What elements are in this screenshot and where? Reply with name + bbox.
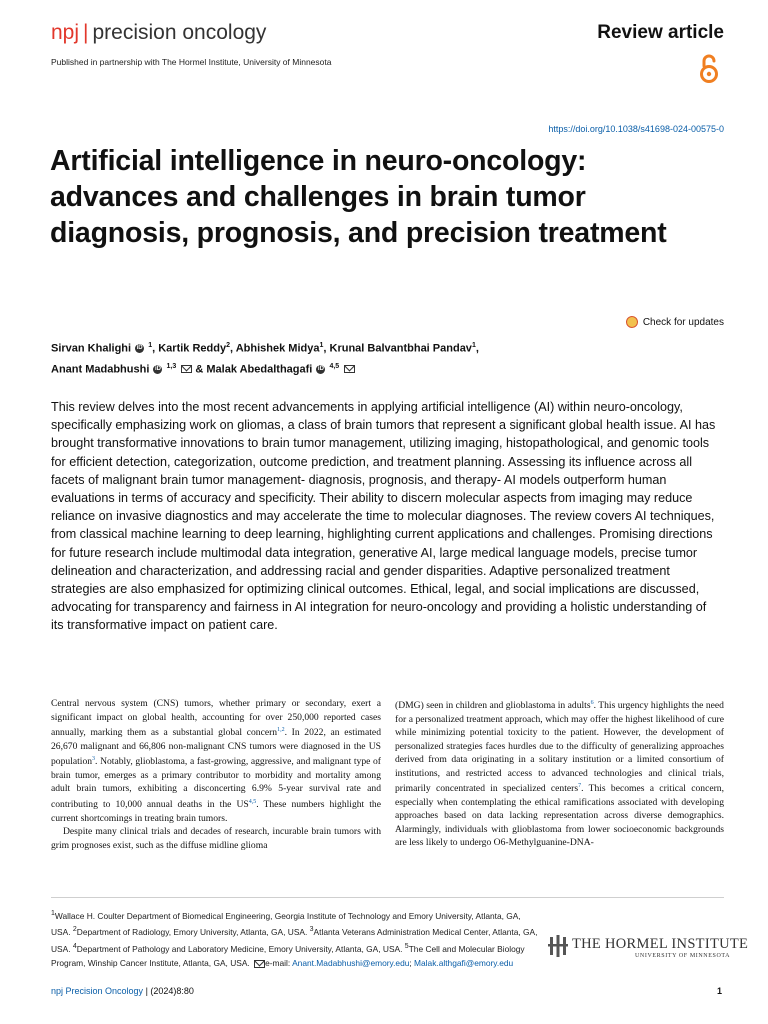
author-name[interactable]: Anant Madabhushi xyxy=(51,363,150,376)
author-separator: , xyxy=(230,342,234,355)
affiliation-text: Atlanta Veterans Administration Medical Center, Atlanta, GA, USA. xyxy=(51,927,538,954)
reference-link[interactable]: 1,2 xyxy=(277,727,285,733)
body-text: . This urgency highlights the need for a personalized treatment approach, which may offer the highest likelihood of cure while minimizing potential toxicity to the patient. However, the development of personalized strategies faces hurdles due to the difficulty of generalizing approaches derived from data originating in a solitary institution or a limited consortium of institutions, and restricted access to advanced technologies and clinical trials, primarily concentrated in specialized centers xyxy=(395,700,724,795)
footer-journal-name[interactable]: npj Precision Oncology xyxy=(51,986,144,996)
orcid-icon[interactable]: iD xyxy=(317,365,324,372)
body-paragraph xyxy=(395,697,724,850)
affiliation-number: 1 xyxy=(51,910,55,917)
affiliation-text: Department of Radiology, Emory University, Atlanta, GA, USA. xyxy=(76,927,310,938)
affiliation-number: 5 xyxy=(404,942,409,950)
brand-journal-name: precision oncology xyxy=(92,21,267,44)
author-name[interactable]: Sirvan Khalighi xyxy=(51,342,132,355)
journal-brand[interactable] xyxy=(51,20,266,46)
hormel-institute-name: THE HORMEL INSTITUTE xyxy=(572,936,749,952)
orcid-icon[interactable]: iD xyxy=(136,345,143,352)
affiliation-text: Wallace H. Coulter Department of Biomedical Engineering, Georgia Institute of Technology and Emory University, Atlanta, GA, USA. xyxy=(51,910,521,938)
body-text: Central nervous system (CNS) tumors, whether primary or secondary, exert a significant impact on global health, accounting for over 250,000 reported cases annually, marking them as a substantial global concern xyxy=(51,698,381,739)
author-name[interactable]: Krunal Balvantbhai Pandav xyxy=(329,342,472,355)
body-paragraph: Despite many clinical trials and decades of research, incurable brain tumors with grim prognoses exist, such as the diffuse midline glioma xyxy=(51,826,381,851)
email-separator: ; xyxy=(409,958,415,969)
author-affiliation-ref: 1,3 xyxy=(166,362,177,370)
reference-link[interactable]: 3 xyxy=(92,756,96,763)
body-text: . Notably, glioblastoma, a fast-growing, aggressive, and malignant type of brain tumor, emerges as a primary contributor to morbidity and mortality among adult brain tumors, exhibiting a disconcerting 6.9% 5-year survival rate and contributing to 10,000 annual deaths in the US xyxy=(51,756,381,811)
doi-link[interactable]: https://doi.org/10.1038/s41698-024-00575-0 xyxy=(548,124,724,134)
body-text: . These numbers highlight the current shortcomings in treating brain tumors. xyxy=(51,799,381,824)
brand-separator: | xyxy=(83,21,89,44)
affiliation-number: 3 xyxy=(309,926,314,934)
body-column-left xyxy=(51,697,381,852)
email-link[interactable]: Malak.althgafi@emory.edu xyxy=(414,958,514,969)
author-list xyxy=(51,337,691,378)
body-text: . In 2022, an estimated 26,670 malignant and 66,806 non-malignant CNS tumors were diagnosed in the US population xyxy=(51,727,381,768)
check-for-updates-button[interactable] xyxy=(626,316,724,328)
partnership-note: Published in partnership with The Hormel Institute, University of Minnesota xyxy=(51,57,332,67)
author-ampersand: & xyxy=(195,363,204,376)
author-name[interactable]: Kartik Reddy xyxy=(158,342,227,355)
email-link[interactable]: Anant.Madabhushi@emory.edu xyxy=(292,958,410,969)
body-text: . This becomes a critical concern, especially when contemplating the ethical ramifications associated with developing approaches based on data lacking representation across diverse demographics. Alarmingly, individuals with glioblastoma from lower socioeconomic backgrounds are less likely to undergo O6-Methylguanine-DNA- xyxy=(395,783,724,849)
affiliation-number: 2 xyxy=(72,926,77,934)
body-text: (DMG) seen in children and glioblastoma in adults xyxy=(395,700,591,712)
hormel-institute-logo xyxy=(548,934,749,964)
author-name[interactable]: Abhishek Midya xyxy=(235,342,320,355)
author-affiliation-ref: 1 xyxy=(148,342,153,349)
author-separator: , xyxy=(475,342,479,355)
author-affiliation-ref: 1 xyxy=(319,342,324,349)
body-column-right xyxy=(395,697,724,850)
article-title: Artificial intelligence in neuro-oncology: advances and challenges in brain tumor diagnosis, prognosis, and precision treatment xyxy=(50,145,667,249)
footnote-divider xyxy=(51,897,724,898)
author-name[interactable]: Malak Abedalthagafi xyxy=(206,363,313,376)
affiliation-text: The Cell and Molecular Biology Program, Winship Cancer Institute, Atlanta, GA, USA. xyxy=(51,943,525,969)
affiliation-number: 4 xyxy=(72,942,77,950)
author-separator: , xyxy=(323,342,327,355)
check-for-updates-label: Check for updates xyxy=(642,316,724,328)
hormel-institute-subtitle: UNIVERSITY OF MINNESOTA xyxy=(635,953,731,959)
affiliation-text: Department of Pathology and Laboratory Medicine, Emory University, Atlanta, GA, USA. xyxy=(76,943,405,954)
open-access-icon xyxy=(698,52,720,86)
author-affiliation-ref: 4,5 xyxy=(329,362,340,370)
email-icon xyxy=(254,960,265,968)
author-affiliation-ref: 2 xyxy=(226,342,230,349)
body-paragraph xyxy=(51,697,381,825)
footer-volume: | (2024)8:80 xyxy=(143,986,194,996)
email-icon[interactable] xyxy=(181,365,192,373)
reference-link[interactable]: 7 xyxy=(578,783,582,790)
article-type-label: Review article xyxy=(597,22,724,43)
page-number: 1 xyxy=(716,986,722,996)
author-affiliation-ref: 1 xyxy=(471,342,476,349)
hormel-institute-logo-icon xyxy=(548,934,568,958)
reference-link[interactable]: 6 xyxy=(590,700,594,706)
email-icon[interactable] xyxy=(344,365,355,373)
abstract: This review delves into the most recent advancements in applying artificial intelligence (AI) within neuro-oncology, specifically emphasizing work on gliomas, a class of brain tumors that represent a significant global health issue. AI has brought transformative innovations to brain tumor management, utilizing imaging, histopathological, and genomic tools for efficient detection, categorization, outcome prediction, and treatment planning. Assessing its influence across all facets of malignant brain tumor management- diagnosis, prognosis, and therapy- AI models outperform human evaluations in terms of accuracy and specificity. Their ability to discern molecular aspects from imaging may reduce reliance on invasive diagnostics and may accelerate the time to molecular diagnoses. The review covers AI techniques, from classical machine learning to deep learning, highlighting current applications and challenges. Promising directions for future research include multimodal data integration, generative AI, large medical language models, precise tumor delineation and characterization, and addressing racial and gender disparities. Adaptive personalized treatment strategies are also emphasized for optimizing clinical outcomes. Ethical, legal, and social implications are discussed, advocating for transparency and fairness in AI integration for neuro-oncology and providing a holistic understanding of its transformative impact on patient care. xyxy=(51,400,716,633)
author-separator: , xyxy=(152,342,156,355)
affiliations-footnote xyxy=(51,907,541,971)
footer-citation xyxy=(51,986,194,996)
reference-link[interactable]: 4,5 xyxy=(248,798,257,805)
orcid-icon[interactable]: iD xyxy=(154,365,161,372)
brand-npj: npj xyxy=(51,21,80,44)
email-label: e-mail: xyxy=(265,958,293,969)
check-for-updates-icon xyxy=(626,316,638,328)
